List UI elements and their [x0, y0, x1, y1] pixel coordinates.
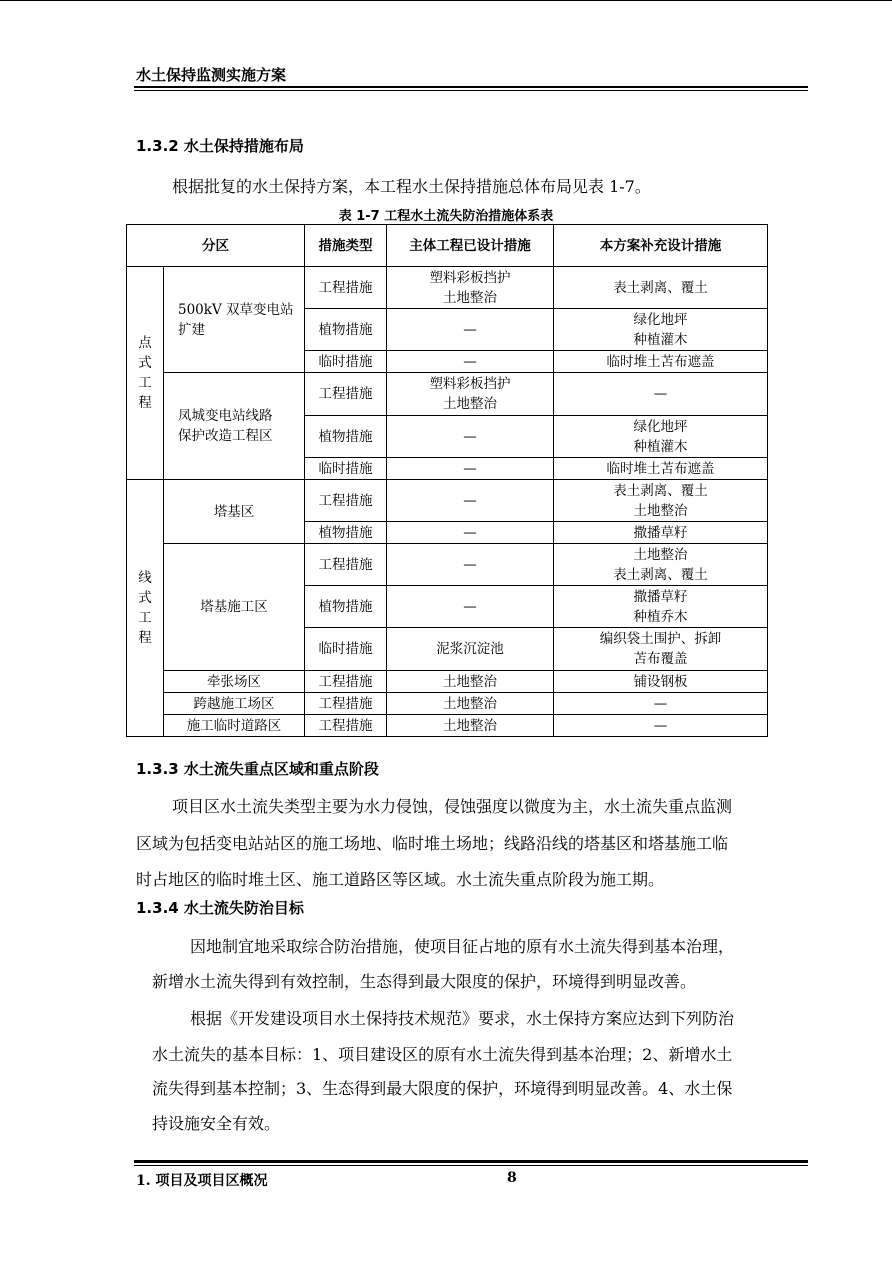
row-type: 临时措施	[305, 628, 387, 671]
vertical-char: 式	[138, 355, 152, 371]
cell-line: 种植灌木	[633, 331, 688, 348]
cell-line: 种植灌木	[633, 438, 688, 455]
row-added-measure	[554, 671, 768, 693]
zone-2-label	[178, 406, 302, 446]
cell-line: —	[463, 598, 477, 615]
row-type: 植物措施	[305, 309, 387, 351]
row-added-measure	[554, 373, 768, 416]
row-main-measure	[387, 715, 554, 737]
section-1-3-4-p1-line-2: 新增水土流失得到有效控制，生态得到最大限度的保护，环境得到明显改善。	[152, 972, 697, 991]
cell-line: 绿化地坪	[633, 418, 688, 435]
cell-line: —	[653, 717, 668, 734]
table-row	[127, 480, 768, 522]
cell-line: 土地整治	[443, 396, 497, 412]
zone-6-label: 跨越施工场区	[164, 693, 305, 715]
table-caption: 表 1-7 工程水土流失防治措施体系表	[338, 209, 554, 224]
cell-line: 塑料彩板挡护	[429, 376, 511, 392]
measures-table	[126, 224, 768, 737]
table-row	[127, 373, 768, 416]
group-label-point	[127, 267, 164, 480]
cell-line: 种植乔木	[633, 608, 688, 625]
section-1-3-4-p2-line-2: 水土流失的基本目标：1、项目建设区的原有水土流失得到基本治理；2、新增水土	[152, 1045, 733, 1064]
cell-line: —	[653, 386, 668, 402]
row-added-measure	[554, 544, 768, 586]
header-added-measures: 本方案补充设计措施	[554, 225, 768, 267]
row-added-measure	[554, 416, 768, 458]
page-number: 8	[507, 1170, 517, 1186]
section-1-3-4-p2-line-1: 根据《开发建设项目水土保持技术规范》要求，水土保持方案应达到下列防治	[190, 1009, 735, 1028]
cell-line: —	[463, 556, 477, 573]
row-main-measure	[387, 671, 554, 693]
row-added-measure	[554, 351, 768, 373]
row-main-measure	[387, 458, 554, 480]
row-type: 临时措施	[305, 351, 387, 373]
vertical-char: 式	[138, 590, 152, 606]
table-row	[127, 693, 768, 715]
cell-line: 土地整治	[443, 717, 497, 734]
row-type: 工程措施	[305, 267, 387, 309]
footer-rule-thin	[134, 1165, 808, 1166]
cell-line: 500kV 双草变电站扩建	[178, 301, 294, 338]
group-label-line	[127, 480, 164, 737]
row-type: 植物措施	[305, 586, 387, 628]
footer-rule-thick	[134, 1160, 808, 1163]
row-main-measure	[387, 522, 554, 544]
row-type: 工程措施	[305, 544, 387, 586]
page-top-border	[0, 0, 892, 1]
section-1-3-4-p1-line-1: 因地制宜地采取综合防治措施，使项目征占地的原有水土流失得到基本治理，	[190, 937, 735, 956]
row-main-measure	[387, 351, 554, 373]
cell-line: 泥浆沉淀池	[436, 641, 504, 657]
cell-line: 表土剥离、覆土	[613, 566, 708, 583]
cell-line: —	[463, 492, 477, 509]
table-header-row	[127, 225, 768, 267]
zone-1-cell	[164, 267, 305, 373]
row-added-measure	[554, 309, 768, 351]
vertical-char: 线	[138, 570, 152, 586]
row-main-measure	[387, 309, 554, 351]
section-1-3-4-p2-line-3: 流失得到基本控制；3、生态得到最大限度的保护，环境得到明显改善。4、水土保	[152, 1079, 733, 1098]
cell-line: 撒播草籽	[633, 524, 688, 541]
row-type: 工程措施	[305, 671, 387, 693]
cell-line: 临时堆土苫布遮盖	[606, 460, 715, 477]
section-heading-1-3-4: 1.3.4 水土流失防治目标	[136, 899, 304, 917]
cell-line: —	[463, 460, 477, 477]
row-added-measure	[554, 586, 768, 628]
cell-line: 撒播草籽	[633, 588, 688, 605]
group-label-line-text	[129, 568, 161, 648]
vertical-char: 工	[138, 375, 152, 391]
row-added-measure	[554, 480, 768, 522]
cell-line: 土地整治	[633, 546, 688, 563]
header-main-measures: 主体工程已设计措施	[387, 225, 554, 267]
header-measure-type: 措施类型	[305, 225, 387, 267]
cell-line: —	[463, 428, 477, 445]
cell-line: 绿化地坪	[633, 311, 688, 328]
section-1-3-3-line-1: 项目区水土流失类型主要为水力侵蚀，侵蚀强度以微度为主，水土流失重点监测	[172, 797, 733, 816]
header-rule-thin	[134, 90, 808, 91]
cell-line: —	[463, 524, 477, 541]
cell-line: —	[653, 695, 668, 712]
cell-line: 铺设钢板	[633, 673, 688, 690]
row-added-measure	[554, 628, 768, 671]
zone-5-label: 牵张场区	[164, 671, 305, 693]
cell-line: 塑料彩板挡护	[429, 269, 511, 286]
row-added-measure	[554, 522, 768, 544]
section-1-3-3-line-3: 时占地区的临时堆土区、施工道路区等区域。水土流失重点阶段为施工期。	[136, 870, 665, 889]
cell-line: 凤城变电站线路	[178, 408, 273, 424]
cell-line: 临时堆土苫布遮盖	[606, 353, 715, 370]
row-type: 工程措施	[305, 693, 387, 715]
row-added-measure	[554, 267, 768, 309]
row-main-measure	[387, 586, 554, 628]
row-type: 工程措施	[305, 715, 387, 737]
row-main-measure	[387, 628, 554, 671]
zone-2-cell	[164, 373, 305, 480]
table-row	[127, 267, 768, 309]
vertical-char: 点	[138, 335, 152, 351]
cell-line: —	[463, 353, 477, 370]
footer-chapter: 1. 项目及项目区概况	[136, 1173, 268, 1189]
cell-line: 苫布覆盖	[633, 651, 688, 667]
table-row	[127, 715, 768, 737]
cell-line: 土地整治	[443, 695, 497, 712]
row-type: 植物措施	[305, 416, 387, 458]
cell-line: 保护改造工程区	[178, 428, 273, 444]
row-type: 临时措施	[305, 458, 387, 480]
row-main-measure	[387, 544, 554, 586]
row-main-measure	[387, 416, 554, 458]
section-heading-1-3-2: 1.3.2 水土保持措施布局	[136, 137, 304, 155]
row-type: 植物措施	[305, 522, 387, 544]
zone-3-label: 塔基区	[164, 480, 305, 544]
cell-line: —	[463, 321, 477, 338]
row-main-measure	[387, 480, 554, 522]
vertical-char: 程	[138, 395, 152, 411]
vertical-char: 程	[138, 630, 152, 646]
cell-line: 土地整治	[443, 289, 497, 306]
table-row	[127, 671, 768, 693]
cell-line: 表土剥离、覆土	[613, 279, 708, 296]
section-1-3-2-intro: 根据批复的水土保持方案，本工程水土保持措施总体布局见表 1-7。	[172, 177, 651, 196]
section-heading-1-3-3: 1.3.3 水土流失重点区域和重点阶段	[136, 760, 379, 778]
row-main-measure	[387, 373, 554, 416]
cell-line: 表土剥离、覆土	[613, 482, 708, 499]
group-label-point-text	[129, 333, 161, 413]
row-added-measure	[554, 458, 768, 480]
header-rule-thick	[134, 86, 808, 88]
table-row	[127, 544, 768, 586]
row-type: 工程措施	[305, 480, 387, 522]
zone-7-label: 施工临时道路区	[164, 715, 305, 737]
section-1-3-3-line-2: 区域为包括变电站站区的施工场地、临时堆土场地；线路沿线的塔基区和塔基施工临	[136, 834, 729, 853]
zone-1-label	[178, 300, 302, 340]
row-main-measure	[387, 693, 554, 715]
cell-line: 土地整治	[633, 502, 688, 519]
cell-line: 编织袋土围护、拆卸	[599, 631, 722, 647]
header-zone: 分区	[127, 225, 305, 267]
cell-line: 土地整治	[443, 673, 497, 690]
vertical-char: 工	[138, 610, 152, 626]
row-added-measure	[554, 693, 768, 715]
running-header-title: 水土保持监测实施方案	[136, 66, 287, 84]
row-type: 工程措施	[305, 373, 387, 416]
row-main-measure	[387, 267, 554, 309]
row-added-measure	[554, 715, 768, 737]
zone-4-label: 塔基施工区	[164, 544, 305, 671]
section-1-3-4-p2-line-4: 持设施安全有效。	[152, 1114, 281, 1133]
